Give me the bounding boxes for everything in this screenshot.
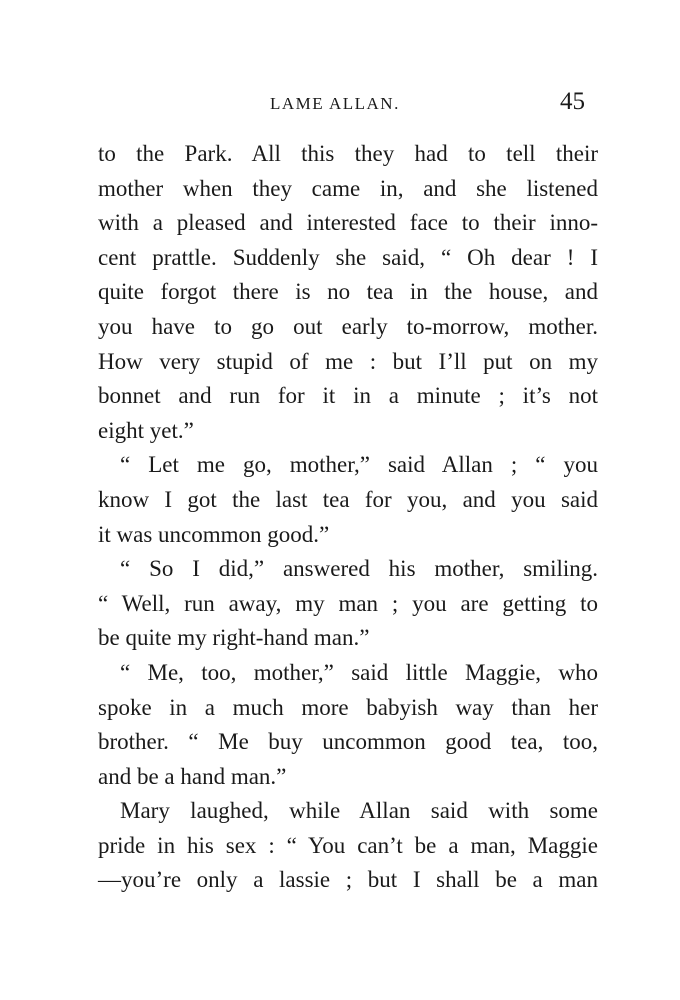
text-line: spoke in a much more babyish way than her xyxy=(98,694,598,720)
text-line: eight yet.” xyxy=(98,417,194,443)
text-line: Mary laughed, while Allan said with some xyxy=(120,798,598,824)
text-line: mother when they came in, and she listened xyxy=(98,175,598,201)
text-line: How very stupid of me : but I’ll put on my xyxy=(98,348,598,374)
text-line: “ Let me go, mother,” said Allan ; “ you xyxy=(120,452,598,478)
text-line: with a pleased and interested face to their inno- xyxy=(98,210,598,236)
text-line: —you’re only a lassie ; but I shall be a man xyxy=(98,867,598,893)
text-line: be quite my right-hand man.” xyxy=(98,625,370,651)
text-line: cent prattle. Suddenly she said, “ Oh dear ! I xyxy=(98,244,598,270)
text-line: “ Me, too, mother,” said little Maggie, who xyxy=(120,659,598,685)
text-line: it was uncommon good.” xyxy=(98,521,330,547)
text-line: quite forgot there is no tea in the house, and xyxy=(98,279,598,305)
text-line: and be a hand man.” xyxy=(98,763,287,789)
text-line: brother. “ Me buy uncommon good tea, too, xyxy=(98,729,598,755)
text-line: bonnet and run for it in a minute ; it’s not xyxy=(98,383,598,409)
page-number: 45 xyxy=(560,88,585,115)
text-line: know I got the last tea for you, and you said xyxy=(98,486,598,512)
running-head xyxy=(0,88,680,118)
text-line: “ Well, run away, my man ; you are getting to xyxy=(98,590,598,616)
body-text xyxy=(98,137,598,898)
text-line: pride in his sex : “ You can’t be a man, Maggie xyxy=(98,832,598,858)
running-title: LAME ALLAN. xyxy=(270,94,400,113)
text-line: you have to go out early to-morrow, mother. xyxy=(98,313,598,339)
text-line: to the Park. All this they had to tell their xyxy=(98,141,598,166)
text-line: “ So I did,” answered his mother, smiling. xyxy=(120,556,598,582)
